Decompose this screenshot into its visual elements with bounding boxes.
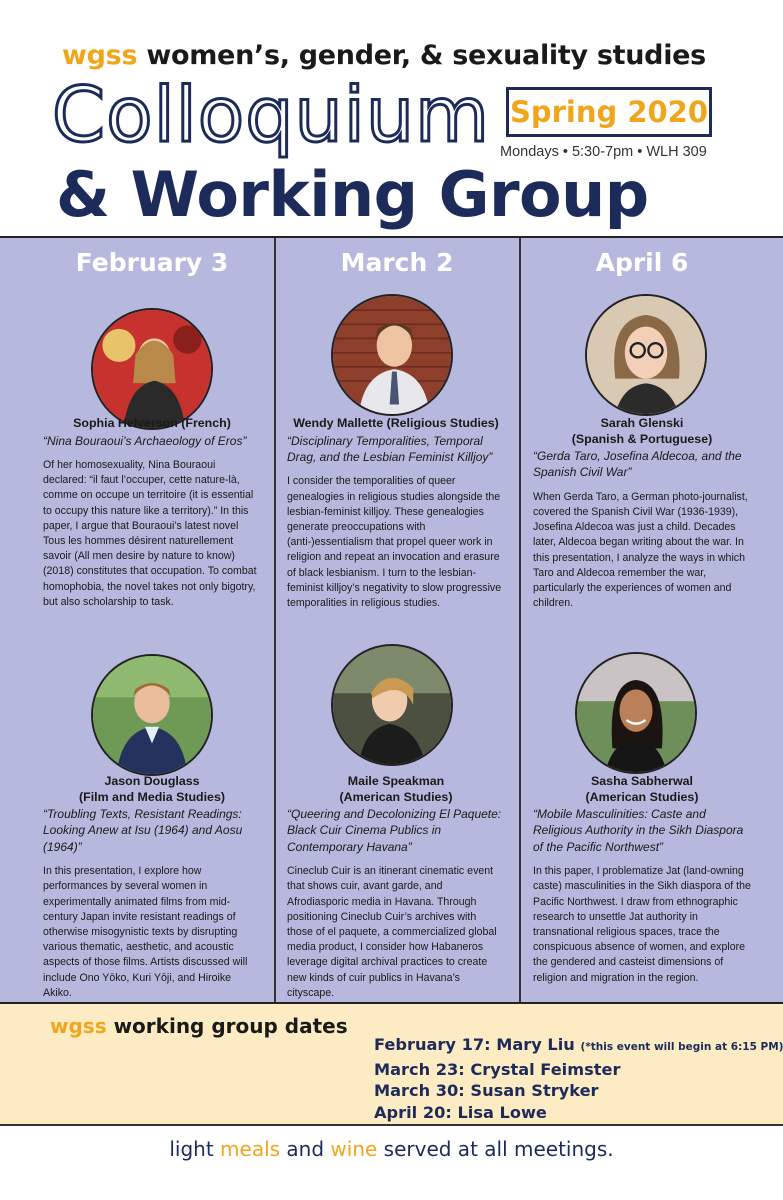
- talk-block: [43, 774, 261, 1001]
- wgss-logo-text: wgss: [62, 40, 138, 71]
- meeting-schedule: Mondays • 5:30-7pm • WLH 309: [500, 144, 707, 160]
- talk-abstract: In this presentation, I explore how performances by several women in experimentally animated films from mid-century Japan invite resistant readings of otherwise misogynistic texts by disrupting various thematic, aesthetic, and acoustic aspects of those films. Artists discussed will include Ono Yōko, Kuri Yōji, and Hiroike Akiko.: [43, 865, 248, 999]
- speaker-name: Sasha Sabherwal (American Studies): [585, 774, 699, 804]
- speaker-grid: [0, 236, 783, 1004]
- column-date: February 3: [75, 248, 229, 277]
- talk-title: “Mobile Masculinities: Caste and Religious Authority in the Sikh Diaspora of the Pacific Northwest”: [533, 807, 744, 854]
- talk-abstract: In this paper, I problematize Jat (land-owning caste) masculinities in the Sikh diaspora of the Pacific Northwest. I draw from ethnographic research to unsettle Jat authority in transnational religious spaces, trace the conspicuous absence of women, and explore the gendered and casteist dimensions of religion and migration in the region.: [533, 865, 751, 984]
- speaker-photo: [575, 652, 697, 774]
- poster-footer: [0, 1126, 783, 1200]
- footer-meals: meals: [220, 1137, 281, 1161]
- talk-abstract: Cineclub Cuir is an itinerant cinematic event that shows cuir, avant garde, and Afrodiasporic media in Havana. Through positioning Cineclub Cuir’s archives with those of el paquete, a commercialized global media product, I consider how Habaneros leverage digital archival practices to create new kinds of cuir publics in Havana’s cityscape.: [287, 865, 497, 999]
- working-group-item: March 30: Susan Stryker: [374, 1081, 599, 1100]
- talk-block: [43, 416, 261, 610]
- working-group-dates: [0, 1004, 783, 1126]
- program-name: women’s, gender, & sexuality studies: [146, 40, 706, 71]
- working-group-list: [374, 1034, 783, 1123]
- working-group-item: March 23: Crystal Feimster: [374, 1059, 621, 1079]
- talk-block: [287, 774, 505, 1001]
- talk-abstract: I consider the temporalities of queer genealogies in religious studies alongside the lesbian-feminist killjoy. These genealogies generate preoccupations with (anti-)essentialism that propel queer work in religion and repeat an invocation and erasure of black lesbianism. I turn to the lesbian-feminist killjoy’s negativity to slow progressive temporalities in religious studies.: [287, 475, 502, 609]
- talk-title: “Queering and Decolonizing El Paquete: Black Cuir Cinema Publics in Contemporary Havana”: [287, 807, 502, 854]
- talk-block: [533, 774, 751, 986]
- speaker-photo: [331, 294, 453, 416]
- column-date: March 2: [340, 248, 454, 277]
- speaker-photo: [91, 654, 213, 776]
- footer-wine: wine: [330, 1137, 378, 1161]
- working-group-heading: & Working Group: [56, 158, 649, 231]
- talk-abstract: Of her homosexuality, Nina Bouraoui declared: “il faut l’occuper, cette nature-là, comme on occupe un territoire (it is essential to occupy this nature like a territory).” In this paper, I argue that Bouraoui’s latest novel Tous les hommes désirent naturellement savoir (All men desire by nature to know) (2018) constitutes that occupation. To combat homophobia, the novel takes not only bigotry, but also scholarship to task.: [43, 458, 257, 608]
- column-divider: [274, 238, 276, 1002]
- column-divider: [519, 238, 521, 1002]
- speaker-photo: [91, 308, 213, 430]
- footer-text: served at all meetings.: [377, 1137, 614, 1161]
- talk-title: “Disciplinary Temporalities, Temporal Drag, and the Lesbian Feminist Killjoy”: [287, 433, 493, 464]
- speaker-photo: [585, 294, 707, 416]
- refreshments-note: [0, 1137, 783, 1161]
- talk-title: “Nina Bouraoui’s Archaeology of Eros”: [43, 433, 247, 448]
- speaker-name: Maile Speakman (American Studies): [339, 774, 453, 804]
- column-date: April 6: [595, 248, 689, 277]
- talk-title: “Gerda Taro, Josefina Aldecoa, and the Spanish Civil War”: [533, 449, 742, 480]
- working-group-date: February 17: Mary Liu: [374, 1035, 575, 1054]
- working-group-item: April 20: Lisa Lowe: [374, 1102, 547, 1122]
- working-group-note: (*this event will begin at 6:15 PM): [580, 1041, 783, 1053]
- talk-abstract: When Gerda Taro, a German photo-journalist, covered the Spanish Civil War (1936-1939), Josefina Aldecoa was just a child. Decades later, Aldecoa began writing about the war. In this presentation, I analyze the ways in which Taro and Aldecoa remember the war, particularly the experiences of women and children.: [533, 490, 748, 610]
- speaker-name: Jason Douglass (Film and Media Studies): [79, 774, 225, 804]
- poster-header: [0, 0, 783, 236]
- working-group-heading: [50, 1014, 348, 1038]
- speaker-name: Wendy Mallette (Religious Studies): [293, 416, 499, 430]
- working-group-item: [374, 1034, 783, 1059]
- wgss-logo-text: wgss: [50, 1014, 107, 1038]
- speaker-photo: [331, 644, 453, 766]
- footer-text: light: [169, 1137, 221, 1161]
- working-group-title: working group dates: [113, 1014, 348, 1038]
- talk-title: “Troubling Texts, Resistant Readings: Looking Anew at Isu (1964) and Aosu (1964)”: [43, 807, 243, 854]
- program-line: [62, 40, 706, 71]
- footer-text: and: [280, 1137, 331, 1161]
- term-badge: Spring 2020: [506, 87, 712, 137]
- talk-block: [533, 416, 751, 611]
- talk-block: [287, 416, 505, 611]
- colloquium-heading: Colloquium: [52, 70, 491, 159]
- speaker-name: Sophia Helverson (French): [73, 416, 231, 430]
- speaker-name: Sarah Glenski (Spanish & Portuguese): [571, 416, 713, 446]
